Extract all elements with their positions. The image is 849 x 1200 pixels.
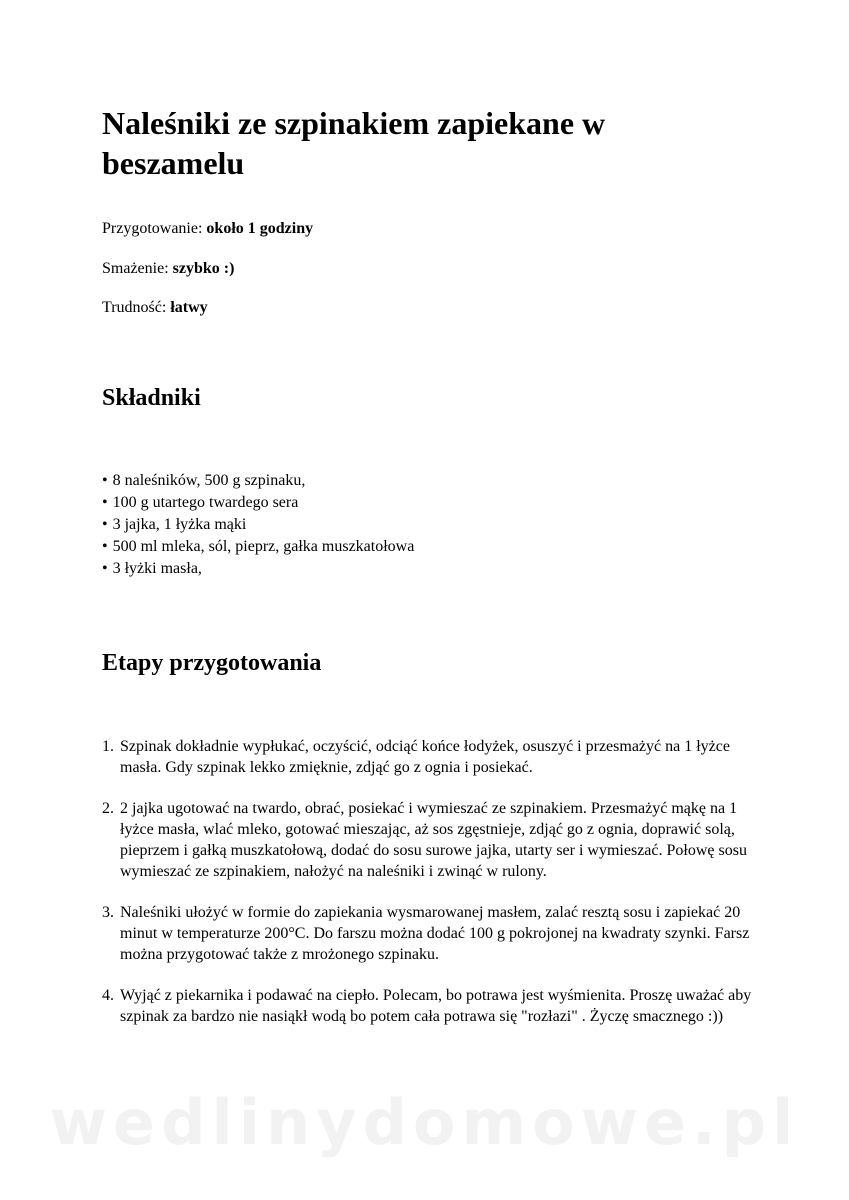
difficulty-value: łatwy — [170, 299, 208, 316]
fry-time-value: szybko :) — [172, 260, 235, 277]
step-number: 2. — [102, 800, 114, 817]
ingredient-item: • 500 ml mleka, sól, pieprz, gałka muszkatołowa — [102, 536, 414, 558]
prep-time-label: Przygotowanie: — [102, 220, 207, 237]
fry-time-label: Smażenie: — [102, 260, 173, 277]
step-item — [102, 985, 752, 1027]
site-watermark: wedlinydomowe.pl — [49, 1086, 800, 1159]
difficulty — [102, 298, 208, 318]
step-item — [102, 902, 752, 965]
ingredient-item: • 100 g utartego twardego sera — [102, 492, 414, 514]
step-number: 1. — [102, 738, 114, 755]
prep-time — [102, 219, 313, 239]
step-text: Wyjąć z piekarnika i podawać na ciepło. Polecam, bo potrawa jest wyśmienita. Proszę uważać aby szpinak za bardzo nie nasiąkł wodą bo potem cała potrawa się "rozłazi" . Życzę smacznego :)) — [120, 987, 752, 1025]
steps-list — [102, 736, 752, 1047]
step-text: Szpinak dokładnie wypłukać, oczyścić, odciąć końce łodyżek, osuszyć i przesmażyć na 1 łyżce masła. Gdy szpinak lekko zmięknie, zdjąć go z ognia i posiekać. — [120, 738, 730, 776]
difficulty-label: Trudność: — [102, 299, 171, 316]
ingredient-item: • 3 łyżki masła, — [102, 558, 414, 580]
step-item — [102, 798, 752, 882]
ingredients-heading: Składniki — [102, 385, 201, 411]
step-text: Naleśniki ułożyć w formie do zapiekania wysmarowanej masłem, zalać resztą sosu i zapiekać 20 minut w temperaturze 200°C. Do farszu można dodać 100 g pokrojonej na kwadraty szynki. Farsz można przygotować także z mrożonego szpinaku. — [120, 904, 750, 963]
step-item — [102, 736, 752, 778]
fry-time — [102, 259, 234, 279]
step-number: 4. — [102, 987, 114, 1004]
steps-heading: Etapy przygotowania — [102, 650, 322, 676]
recipe-title: Naleśniki ze szpinakiem zapiekane w beszamelu — [102, 105, 606, 181]
ingredient-item: • 8 naleśników, 500 g szpinaku, — [102, 470, 414, 492]
step-text: 2 jajka ugotować na twardo, obrać, posiekać i wymieszać ze szpinakiem. Przesmażyć mąkę na 1 łyżce masła, wlać mleko, gotować mieszając, aż sos zgęstnieje, zdjąć go z ognia, doprawić solą, pieprzem i gałką muszkatołową, dodać do sosu surowe jajka, utarty ser i wymieszać. Połowę sosu wymieszać ze szpinakiem, nałożyć na naleśniki i zwinąć w rulony. — [120, 800, 747, 880]
ingredients-list — [102, 470, 414, 580]
prep-time-value: około 1 godziny — [206, 220, 314, 237]
step-number: 3. — [102, 904, 114, 921]
ingredient-item: • 3 jajka, 1 łyżka mąki — [102, 514, 414, 536]
